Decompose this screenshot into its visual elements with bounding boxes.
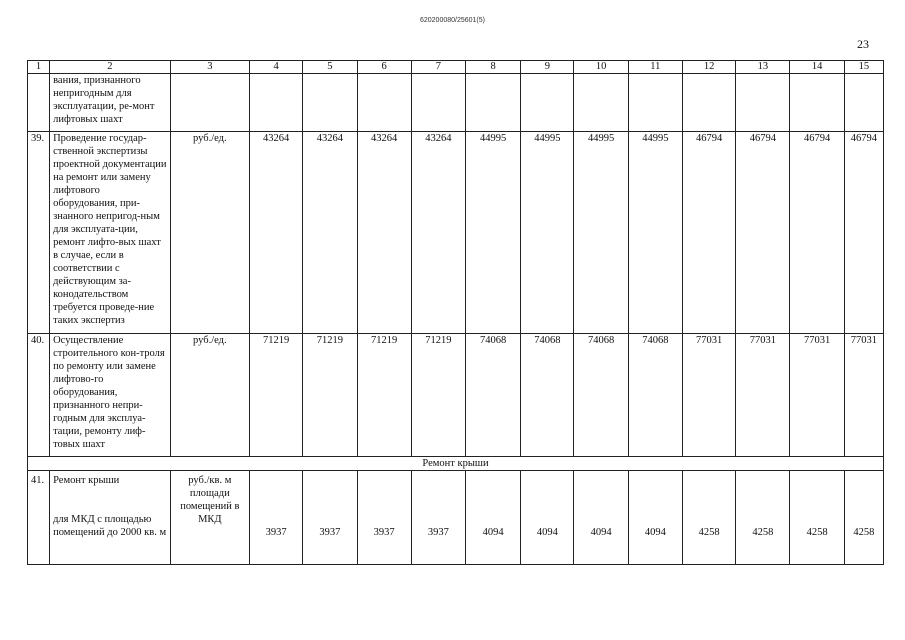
- row-description: Ремонт крыши: [53, 475, 120, 486]
- value-cell: 71219: [250, 334, 303, 457]
- value-cell: 43264: [303, 132, 357, 334]
- value-cell: 44995: [521, 132, 574, 334]
- table-row-40: [28, 334, 884, 457]
- value-cell: 44995: [574, 132, 628, 334]
- row-unit: руб./ед.: [170, 334, 249, 457]
- table-row-continuation: [28, 74, 884, 132]
- column-header: 5: [303, 61, 357, 74]
- column-header: 9: [521, 61, 574, 74]
- row-subdescription: для МКД с площадью помещений до 2000 кв. м: [53, 514, 167, 538]
- column-header: 11: [628, 61, 682, 74]
- value-cell: 71219: [411, 334, 465, 457]
- value-cell: 3937: [303, 471, 357, 565]
- value-cell: 46794: [682, 132, 735, 334]
- value-cell: 3937: [250, 471, 303, 565]
- value-cell: 74068: [466, 334, 521, 457]
- section-header-row: [28, 457, 884, 471]
- row-description: Проведение государ-ственной экспертизы проектной документации на ремонт или замену лифтового оборудования, при-знанного непригод-ным для эксплуата-ции, ремонт лифто-вых шахт в случае, если в соответствии с действующим за-конодательством требуется проведе-ние таких экспертиз: [50, 132, 171, 334]
- column-header: 14: [790, 61, 844, 74]
- table-row-41: [28, 471, 884, 565]
- value-cell: 44995: [466, 132, 521, 334]
- value-cell: 4094: [628, 471, 682, 565]
- value-cell: 77031: [682, 334, 735, 457]
- table-row-39: [28, 132, 884, 334]
- column-header: 6: [357, 61, 411, 74]
- value-cell: 74068: [628, 334, 682, 457]
- row-description-cell: [50, 471, 171, 565]
- value-cell: 3937: [411, 471, 465, 565]
- row-unit: руб./ед.: [170, 132, 249, 334]
- value-cell: 46794: [790, 132, 844, 334]
- value-cell: 71219: [303, 334, 357, 457]
- column-header: 8: [466, 61, 521, 74]
- row-number-cell: [28, 74, 50, 132]
- value-cell: 46794: [736, 132, 790, 334]
- value-cell: 4094: [466, 471, 521, 565]
- value-cell: 77031: [736, 334, 790, 457]
- value-cell: 46794: [844, 132, 883, 334]
- column-header: 10: [574, 61, 628, 74]
- value-cell: 4258: [682, 471, 735, 565]
- column-header: 4: [250, 61, 303, 74]
- column-header: 1: [28, 61, 50, 74]
- row-description: Осуществление строительного кон-троля по ремонту или замене лифтово-го оборудования, признанного непри-годным для эксплуа-тации, ремонту лиф-товых шахт: [50, 334, 171, 457]
- value-cell: 43264: [250, 132, 303, 334]
- value-cell: 4258: [790, 471, 844, 565]
- value-cell: 44995: [628, 132, 682, 334]
- value-cell: 77031: [844, 334, 883, 457]
- value-cell: 4258: [736, 471, 790, 565]
- column-header: 15: [844, 61, 883, 74]
- value-cell: 74068: [521, 334, 574, 457]
- value-cell: 77031: [790, 334, 844, 457]
- row-description: вания, признанного непригодным для эксплуатации, ре-монт лифтовых шахт: [50, 74, 171, 132]
- value-cell: 4258: [844, 471, 883, 565]
- value-cell: 4094: [574, 471, 628, 565]
- value-cell: 3937: [357, 471, 411, 565]
- value-cell: 74068: [574, 334, 628, 457]
- column-header: 2: [50, 61, 171, 74]
- row-number: 40.: [28, 334, 50, 457]
- value-cell: 4094: [521, 471, 574, 565]
- tariff-table: [27, 60, 884, 565]
- value-cell: 71219: [357, 334, 411, 457]
- value-cell: 43264: [411, 132, 465, 334]
- column-header: 7: [411, 61, 465, 74]
- document-id: 620200080/25601(5): [419, 17, 485, 24]
- row-unit: руб./кв. м площади помещений в МКД: [170, 471, 249, 565]
- column-header: 12: [682, 61, 735, 74]
- section-title: Ремонт крыши: [28, 457, 884, 471]
- column-number-header-row: [28, 61, 884, 74]
- unit-cell: [170, 74, 249, 132]
- value-cell: 43264: [357, 132, 411, 334]
- row-number: 41.: [28, 471, 50, 565]
- column-header: 3: [170, 61, 249, 74]
- row-number: 39.: [28, 132, 50, 334]
- page-number: 23: [857, 37, 869, 51]
- column-header: 13: [736, 61, 790, 74]
